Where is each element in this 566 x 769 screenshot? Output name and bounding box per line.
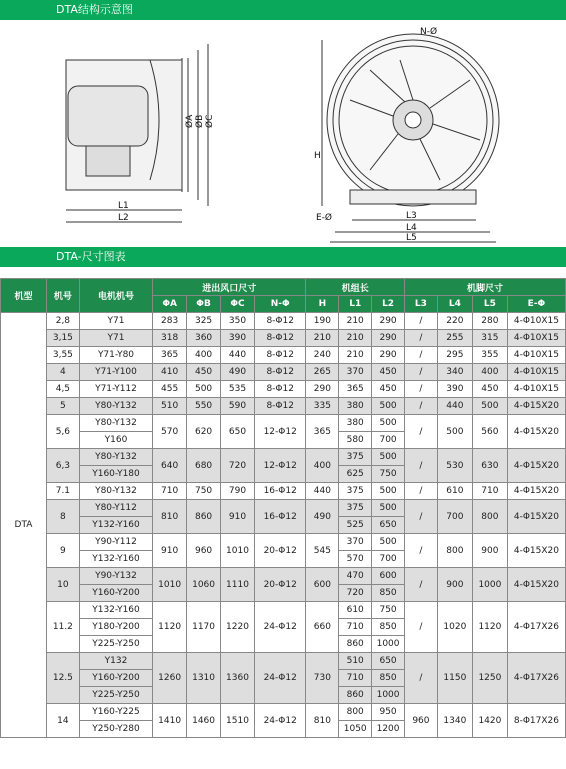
fan-no-cell: 3,15 <box>46 330 79 347</box>
motor-cell: Y71-Y100 <box>79 364 152 381</box>
dim-l5-cell: 710 <box>472 483 507 500</box>
motor-cell: Y180-Y200 <box>79 619 152 636</box>
header-no: 机号 <box>46 279 79 313</box>
fan-no-cell: 10 <box>46 568 79 602</box>
dimension-table <box>0 278 566 738</box>
dim-l4-cell: 340 <box>437 364 472 381</box>
dim-l2-cell: 1000 <box>372 636 405 653</box>
dim-l2-cell: 450 <box>372 381 405 398</box>
dim-b-cell: 860 <box>187 500 221 534</box>
section-title-structure: DTA结构示意图 <box>56 3 133 16</box>
motor-cell: Y132-Y160 <box>79 551 152 568</box>
dim-l2-cell: 290 <box>372 347 405 364</box>
motor-cell: Y160 <box>79 432 152 449</box>
dim-l5-cell: 315 <box>472 330 507 347</box>
dim-e-cell: 4-Φ15X20 <box>507 449 565 483</box>
dim-h-cell: 810 <box>306 704 339 738</box>
dim-l5-cell: 1420 <box>472 704 507 738</box>
dim-h-cell: 210 <box>306 330 339 347</box>
table-row <box>1 415 566 432</box>
dim-h-cell: 265 <box>306 364 339 381</box>
motor-cell: Y160-Y180 <box>79 466 152 483</box>
dim-b-cell: 960 <box>187 534 221 568</box>
dim-l3-cell: / <box>405 653 438 704</box>
table-row <box>1 483 566 500</box>
label-n: N-Ø <box>420 27 438 37</box>
motor-cell: Y80-Y132 <box>79 483 152 500</box>
dim-n-cell: 8-Φ12 <box>254 330 305 347</box>
header-sub: ΦB <box>187 296 221 313</box>
dim-h-cell: 660 <box>306 602 339 653</box>
dim-l1-cell: 860 <box>339 687 372 704</box>
label-h: H <box>314 151 321 161</box>
dim-h-cell: 490 <box>306 500 339 534</box>
dim-l2-cell: 500 <box>372 415 405 432</box>
dim-c-cell: 1360 <box>221 653 255 704</box>
dim-c-cell: 1010 <box>221 534 255 568</box>
dim-c-cell: 1220 <box>221 602 255 653</box>
dim-l5-cell: 1120 <box>472 602 507 653</box>
motor-cell: Y132-Y160 <box>79 517 152 534</box>
dim-l1-cell: 720 <box>339 585 372 602</box>
motor-cell: Y80-Y132 <box>79 449 152 466</box>
dim-n-cell: 8-Φ12 <box>254 347 305 364</box>
label-l1: L1 <box>118 201 129 211</box>
fan-no-cell: 7.1 <box>46 483 79 500</box>
dim-l1-cell: 380 <box>339 415 372 432</box>
dim-a-cell: 1260 <box>153 653 187 704</box>
dim-l3-cell: / <box>405 313 438 330</box>
dim-l1-cell: 1050 <box>339 721 372 738</box>
dim-c-cell: 535 <box>221 381 255 398</box>
dim-h-cell: 335 <box>306 398 339 415</box>
dim-a-cell: 640 <box>153 449 187 483</box>
header-motor: 电机机号 <box>79 279 152 313</box>
dim-a-cell: 810 <box>153 500 187 534</box>
motor-cell: Y71 <box>79 330 152 347</box>
dim-a-cell: 710 <box>153 483 187 500</box>
fan-no-cell: 5 <box>46 398 79 415</box>
dim-l3-cell: / <box>405 347 438 364</box>
motor-cell: Y71-Y112 <box>79 381 152 398</box>
dim-l1-cell: 365 <box>339 381 372 398</box>
motor-cell: Y71 <box>79 313 152 330</box>
dim-l2-cell: 1200 <box>372 721 405 738</box>
dim-l1-cell: 470 <box>339 568 372 585</box>
dim-h-cell: 190 <box>306 313 339 330</box>
header-sub: L3 <box>405 296 438 313</box>
dim-a-cell: 1120 <box>153 602 187 653</box>
dim-l4-cell: 530 <box>437 449 472 483</box>
dim-b-cell: 620 <box>187 415 221 449</box>
table-row <box>1 347 566 364</box>
dim-l4-cell: 900 <box>437 568 472 602</box>
dim-l5-cell: 1000 <box>472 568 507 602</box>
dim-l1-cell: 370 <box>339 534 372 551</box>
dim-e-cell: 4-Φ17X26 <box>507 602 565 653</box>
dim-l2-cell: 1000 <box>372 687 405 704</box>
dim-a-cell: 570 <box>153 415 187 449</box>
dim-b-cell: 325 <box>187 313 221 330</box>
dim-l3-cell: / <box>405 483 438 500</box>
dim-b-cell: 1460 <box>187 704 221 738</box>
dim-l3-cell: / <box>405 568 438 602</box>
dim-a-cell: 410 <box>153 364 187 381</box>
dim-h-cell: 545 <box>306 534 339 568</box>
dim-b-cell: 1310 <box>187 653 221 704</box>
dim-h-cell: 440 <box>306 483 339 500</box>
dim-n-cell: 8-Φ12 <box>254 364 305 381</box>
dim-l2-cell: 600 <box>372 568 405 585</box>
dim-l5-cell: 1250 <box>472 653 507 704</box>
dim-l1-cell: 800 <box>339 704 372 721</box>
dim-a-cell: 910 <box>153 534 187 568</box>
dim-c-cell: 590 <box>221 398 255 415</box>
dim-c-cell: 1510 <box>221 704 255 738</box>
motor-cell: Y90-Y112 <box>79 534 152 551</box>
motor-cell: Y90-Y132 <box>79 568 152 585</box>
motor-cell: Y71-Y80 <box>79 347 152 364</box>
dim-l5-cell: 800 <box>472 500 507 534</box>
table-row <box>1 602 566 619</box>
dim-l2-cell: 850 <box>372 585 405 602</box>
dim-n-cell: 8-Φ12 <box>254 313 305 330</box>
dim-l1-cell: 375 <box>339 449 372 466</box>
dim-h-cell: 290 <box>306 381 339 398</box>
dim-l5-cell: 500 <box>472 398 507 415</box>
dim-l2-cell: 290 <box>372 313 405 330</box>
dim-l3-cell: / <box>405 415 438 449</box>
table-row <box>1 313 566 330</box>
dim-l3-cell: / <box>405 500 438 534</box>
dim-e-cell: 4-Φ15X20 <box>507 568 565 602</box>
dim-h-cell: 730 <box>306 653 339 704</box>
dim-b-cell: 360 <box>187 330 221 347</box>
dim-c-cell: 790 <box>221 483 255 500</box>
dim-e-cell: 4-Φ17X26 <box>507 653 565 704</box>
header-sub: ΦA <box>153 296 187 313</box>
dim-l1-cell: 380 <box>339 398 372 415</box>
motor-cell: Y160-Y225 <box>79 704 152 721</box>
dim-l1-cell: 210 <box>339 347 372 364</box>
dim-e-cell: 8-Φ17X26 <box>507 704 565 738</box>
label-e: E-Ø <box>316 213 333 223</box>
header-sub: N-Φ <box>254 296 305 313</box>
dim-l3-cell: / <box>405 449 438 483</box>
label-l4: L4 <box>406 223 417 233</box>
structure-drawing <box>0 20 566 247</box>
dim-b-cell: 550 <box>187 398 221 415</box>
dim-b-cell: 400 <box>187 347 221 364</box>
dim-l2-cell: 650 <box>372 517 405 534</box>
dim-l3-cell: / <box>405 534 438 568</box>
header-type: 机型 <box>1 279 47 313</box>
motor-cell: Y160-Y200 <box>79 670 152 687</box>
dim-e-cell: 4-Φ15X20 <box>507 398 565 415</box>
dim-b-cell: 500 <box>187 381 221 398</box>
dim-a-cell: 1410 <box>153 704 187 738</box>
table-row <box>1 534 566 551</box>
fan-no-cell: 11.2 <box>46 602 79 653</box>
dim-l1-cell: 525 <box>339 517 372 534</box>
dim-l2-cell: 850 <box>372 670 405 687</box>
dim-l4-cell: 700 <box>437 500 472 534</box>
dim-l2-cell: 750 <box>372 602 405 619</box>
dim-l3-cell: / <box>405 602 438 653</box>
dim-l5-cell: 560 <box>472 415 507 449</box>
header-foot: 机脚尺寸 <box>405 279 566 296</box>
fan-no-cell: 6,3 <box>46 449 79 483</box>
header-sub: L5 <box>472 296 507 313</box>
motor-cell: Y225-Y250 <box>79 636 152 653</box>
model-cell: DTA <box>1 313 47 738</box>
dim-c-cell: 650 <box>221 415 255 449</box>
dim-c-cell: 490 <box>221 364 255 381</box>
label-dia-a: ØA <box>185 114 195 128</box>
dim-l3-cell: 960 <box>405 704 438 738</box>
dim-c-cell: 350 <box>221 313 255 330</box>
dim-a-cell: 455 <box>153 381 187 398</box>
dim-l1-cell: 210 <box>339 330 372 347</box>
dim-b-cell: 1060 <box>187 568 221 602</box>
dim-l4-cell: 1340 <box>437 704 472 738</box>
dim-l4-cell: 295 <box>437 347 472 364</box>
label-l3: L3 <box>406 211 417 221</box>
dim-l4-cell: 800 <box>437 534 472 568</box>
dim-l1-cell: 580 <box>339 432 372 449</box>
dim-l1-cell: 610 <box>339 602 372 619</box>
label-l5: L5 <box>406 233 417 243</box>
dim-n-cell: 12-Φ12 <box>254 415 305 449</box>
dim-l4-cell: 390 <box>437 381 472 398</box>
dim-l1-cell: 710 <box>339 670 372 687</box>
dim-l5-cell: 900 <box>472 534 507 568</box>
dim-l2-cell: 500 <box>372 500 405 517</box>
dim-a-cell: 318 <box>153 330 187 347</box>
dim-l2-cell: 500 <box>372 534 405 551</box>
section-header-structure <box>0 0 566 20</box>
dim-l2-cell: 700 <box>372 551 405 568</box>
label-dia-b: ØB <box>195 114 205 128</box>
header-sub: H <box>306 296 339 313</box>
dim-l1-cell: 570 <box>339 551 372 568</box>
fan-no-cell: 4 <box>46 364 79 381</box>
dim-c-cell: 1110 <box>221 568 255 602</box>
dim-l3-cell: / <box>405 364 438 381</box>
dim-e-cell: 4-Φ10X15 <box>507 313 565 330</box>
dim-e-cell: 4-Φ15X20 <box>507 534 565 568</box>
dim-c-cell: 390 <box>221 330 255 347</box>
fan-no-cell: 5,6 <box>46 415 79 449</box>
dim-e-cell: 4-Φ10X15 <box>507 364 565 381</box>
dim-c-cell: 720 <box>221 449 255 483</box>
dim-l2-cell: 500 <box>372 398 405 415</box>
header-inlet: 进出风口尺寸 <box>153 279 306 296</box>
section-title-dimensions: DTA-尺寸图表 <box>56 250 126 263</box>
table-row <box>1 364 566 381</box>
header-sub: L1 <box>339 296 372 313</box>
dim-l2-cell: 750 <box>372 466 405 483</box>
dim-n-cell: 16-Φ12 <box>254 500 305 534</box>
dim-a-cell: 365 <box>153 347 187 364</box>
dim-n-cell: 8-Φ12 <box>254 398 305 415</box>
dim-l1-cell: 370 <box>339 364 372 381</box>
dim-c-cell: 440 <box>221 347 255 364</box>
dim-l5-cell: 280 <box>472 313 507 330</box>
dim-l1-cell: 510 <box>339 653 372 670</box>
dim-l4-cell: 440 <box>437 398 472 415</box>
dim-l2-cell: 500 <box>372 483 405 500</box>
dim-l4-cell: 500 <box>437 415 472 449</box>
dim-n-cell: 24-Φ12 <box>254 602 305 653</box>
motor-cell: Y160-Y200 <box>79 585 152 602</box>
motor-cell: Y80-Y132 <box>79 398 152 415</box>
header-sub: E-Φ <box>507 296 565 313</box>
table-row <box>1 449 566 466</box>
dim-l1-cell: 860 <box>339 636 372 653</box>
fan-no-cell: 9 <box>46 534 79 568</box>
dim-l1-cell: 375 <box>339 483 372 500</box>
dim-l2-cell: 290 <box>372 330 405 347</box>
dim-l4-cell: 255 <box>437 330 472 347</box>
dim-n-cell: 8-Φ12 <box>254 381 305 398</box>
dim-n-cell: 12-Φ12 <box>254 449 305 483</box>
header-length: 机组长 <box>306 279 405 296</box>
dim-l2-cell: 700 <box>372 432 405 449</box>
dim-e-cell: 4-Φ10X15 <box>507 347 565 364</box>
table-row <box>1 653 566 670</box>
dim-l2-cell: 650 <box>372 653 405 670</box>
header-sub: L4 <box>437 296 472 313</box>
dim-l1-cell: 625 <box>339 466 372 483</box>
dim-h-cell: 600 <box>306 568 339 602</box>
dim-l4-cell: 610 <box>437 483 472 500</box>
dim-e-cell: 4-Φ15X20 <box>507 415 565 449</box>
dim-e-cell: 4-Φ10X15 <box>507 381 565 398</box>
dim-e-cell: 4-Φ15X20 <box>507 483 565 500</box>
table-row <box>1 381 566 398</box>
fan-no-cell: 8 <box>46 500 79 534</box>
dim-c-cell: 910 <box>221 500 255 534</box>
dim-l4-cell: 220 <box>437 313 472 330</box>
dim-e-cell: 4-Φ10X15 <box>507 330 565 347</box>
dim-a-cell: 1010 <box>153 568 187 602</box>
fan-no-cell: 12.5 <box>46 653 79 704</box>
dim-n-cell: 20-Φ12 <box>254 534 305 568</box>
dim-b-cell: 1170 <box>187 602 221 653</box>
dim-l5-cell: 450 <box>472 381 507 398</box>
header-sub: L2 <box>372 296 405 313</box>
dim-l1-cell: 710 <box>339 619 372 636</box>
header-sub: ΦC <box>221 296 255 313</box>
motor-cell: Y132-Y160 <box>79 602 152 619</box>
dim-l1-cell: 375 <box>339 500 372 517</box>
dim-l3-cell: / <box>405 398 438 415</box>
dim-l1-cell: 210 <box>339 313 372 330</box>
label-l2: L2 <box>118 213 129 223</box>
motor-cell: Y132 <box>79 653 152 670</box>
motor-cell: Y80-Y132 <box>79 415 152 432</box>
dim-b-cell: 680 <box>187 449 221 483</box>
label-dia-c: ØC <box>205 114 215 128</box>
motor-cell: Y80-Y112 <box>79 500 152 517</box>
table-row <box>1 568 566 585</box>
dim-h-cell: 400 <box>306 449 339 483</box>
dim-n-cell: 16-Φ12 <box>254 483 305 500</box>
table-row <box>1 500 566 517</box>
dim-l5-cell: 400 <box>472 364 507 381</box>
table-row <box>1 330 566 347</box>
dim-l2-cell: 450 <box>372 364 405 381</box>
dim-l2-cell: 950 <box>372 704 405 721</box>
dim-b-cell: 750 <box>187 483 221 500</box>
dim-a-cell: 510 <box>153 398 187 415</box>
fan-no-cell: 14 <box>46 704 79 738</box>
fan-no-cell: 3,55 <box>46 347 79 364</box>
section-header-dimensions <box>0 247 566 267</box>
dim-e-cell: 4-Φ15X20 <box>507 500 565 534</box>
dim-l2-cell: 500 <box>372 449 405 466</box>
fan-no-cell: 4,5 <box>46 381 79 398</box>
dim-l5-cell: 630 <box>472 449 507 483</box>
fan-no-cell: 2,8 <box>46 313 79 330</box>
dim-l5-cell: 355 <box>472 347 507 364</box>
dim-h-cell: 365 <box>306 415 339 449</box>
dim-l2-cell: 850 <box>372 619 405 636</box>
dim-n-cell: 20-Φ12 <box>254 568 305 602</box>
dim-b-cell: 450 <box>187 364 221 381</box>
dim-l3-cell: / <box>405 381 438 398</box>
table-row <box>1 398 566 415</box>
dim-a-cell: 283 <box>153 313 187 330</box>
motor-cell: Y250-Y280 <box>79 721 152 738</box>
dim-n-cell: 24-Φ12 <box>254 653 305 704</box>
dim-n-cell: 24-Φ12 <box>254 704 305 738</box>
motor-cell: Y225-Y250 <box>79 687 152 704</box>
dim-l4-cell: 1150 <box>437 653 472 704</box>
dim-l3-cell: / <box>405 330 438 347</box>
table-row <box>1 704 566 721</box>
dim-h-cell: 240 <box>306 347 339 364</box>
dim-l4-cell: 1020 <box>437 602 472 653</box>
